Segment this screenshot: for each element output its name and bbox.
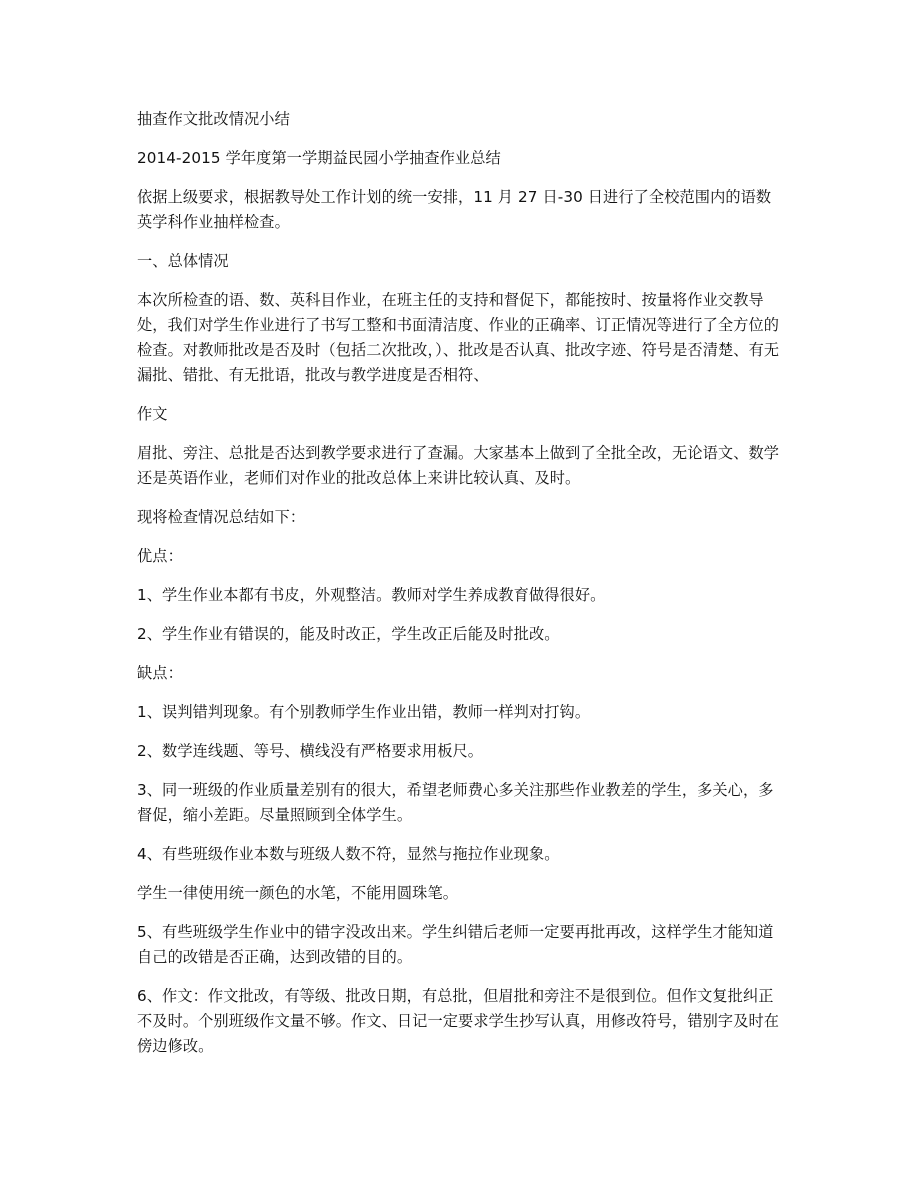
list-item-strength-2: 2、学生作业有错误的，能及时改正，学生改正后能及时批改。 <box>137 625 560 643</box>
list-item-weakness-4: 4、有些班级作业本数与班级人数不符，显然与拖拉作业现象。 <box>137 845 560 863</box>
heading-weaknesses: 缺点： <box>137 664 183 682</box>
document-body <box>137 107 785 1059</box>
list-item-weakness-1: 1、误判错判现象。有个别教师学生作业出错，教师一样判对打钩。 <box>137 703 591 721</box>
list-item-weakness-2: 2、数学连线题、等号、横线没有严格要求用板尺。 <box>137 742 484 760</box>
document-title: 抽查作文批改情况小结 <box>137 110 290 128</box>
paragraph-intro: 依据上级要求，根据教导处工作计划的统一安排，11 月 27 日-30 日进行了全校范围内的语数英学科作业抽样检查。 <box>137 188 772 231</box>
heading-strengths: 优点： <box>137 547 183 565</box>
list-item-weakness-3: 3、同一班级的作业质量差别有的很大，希望老师费心多关注那些作业教差的学生，多关心，多督促，缩小差距。尽量照顾到全体学生。 <box>137 781 774 824</box>
list-item-weakness-6: 6、作文：作文批改，有等级、批改日期，有总批，但眉批和旁注不是很到位。但作文复批纠正不及时。个别班级作文量不够。作文、日记一定要求学生抄写认真，用修改符号，错别字及时在傍边修改。 <box>137 987 780 1055</box>
section-heading-composition: 作文 <box>137 405 168 423</box>
paragraph-pen-rule: 学生一律使用统一颜色的水笔，不能用圆珠笔。 <box>137 884 459 902</box>
paragraph-summary-lead: 现将检查情况总结如下： <box>137 508 306 526</box>
paragraph-composition-review: 眉批、旁注、总批是否达到教学要求进行了查漏。大家基本上做到了全批全改，无论语文、数学还是英语作业，老师们对作业的批改总体上来讲比较认真、及时。 <box>137 444 780 487</box>
list-item-strength-1: 1、学生作业本都有书皮，外观整洁。教师对学生养成教育做得很好。 <box>137 586 606 604</box>
document-subtitle: 2014-2015 学年度第一学期益民园小学抽查作业总结 <box>137 149 501 167</box>
list-item-weakness-5: 5、有些班级学生作业中的错字没改出来。学生纠错后老师一定要再批再改，这样学生才能知道自己的改错是否正确，达到改错的目的。 <box>137 923 774 966</box>
paragraph-overview: 本次所检查的语、数、英科目作业，在班主任的支持和督促下，都能按时、按量将作业交教导处，我们对学生作业进行了书写工整和书面清洁度、作业的正确率、订正情况等进行了全方位的检查。对教师批改是否及时（包括二次批改，）、批改是否认真、批改字迹、符号是否清楚、有无漏批、错批、有无批语，批改与教学进度是否相符、 <box>137 291 780 384</box>
section-heading-overall: 一、总体情况 <box>137 252 229 270</box>
